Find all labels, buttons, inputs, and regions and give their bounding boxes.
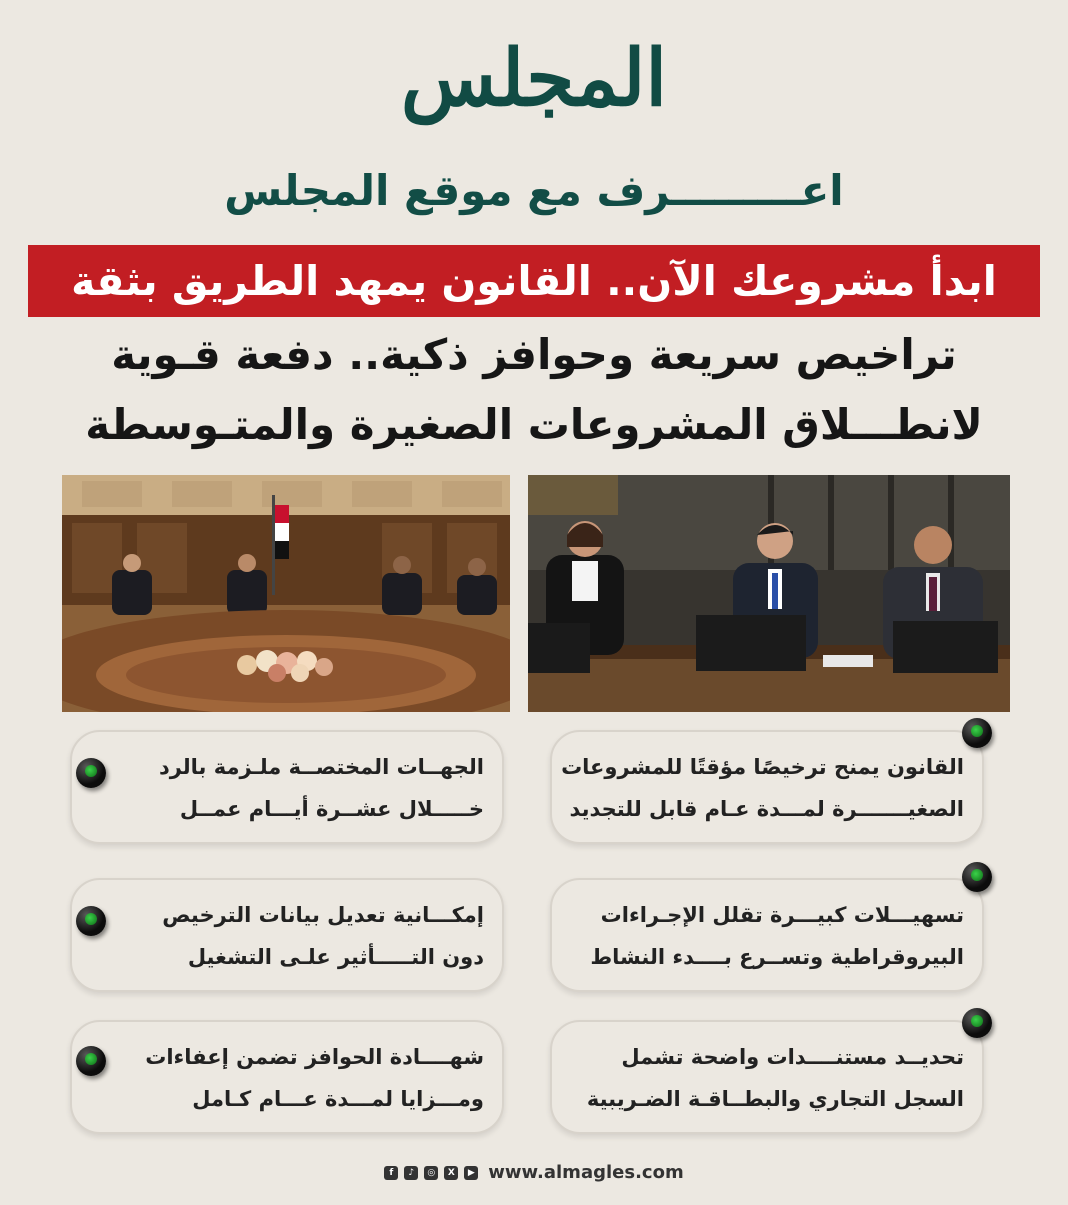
pushpin-icon xyxy=(962,862,992,892)
pushpin-icon xyxy=(962,1008,992,1038)
committee-meeting-photo xyxy=(62,475,510,712)
youtube-icon[interactable]: ▶ xyxy=(464,1166,478,1180)
info-card-license-amendment xyxy=(70,878,504,992)
card-line: تحديــد مستنــــدات واضحة تشمل xyxy=(621,1045,964,1069)
card-line: البيروقراطية وتســرع بــــدء النشاط xyxy=(590,945,964,969)
card-line: خـــــلال عشــرة أيـــام عمــل xyxy=(179,797,484,821)
card-line: إمكـــانية تعديل بيانات الترخيص xyxy=(162,903,484,927)
card-line: الصغيـــــــرة لمـــدة عـام قابل للتجديد xyxy=(569,797,964,821)
pushpin-icon xyxy=(76,758,106,788)
card-line: ومـــزايا لمـــدة عـــام كـامل xyxy=(192,1087,484,1111)
card-line: السجل التجاري والبطــاقـة الضـريبية xyxy=(586,1087,964,1111)
info-card-response-time xyxy=(70,730,504,844)
banner-text: ابدأ مشروعك الآن.. القانون يمهد الطريق بثقة xyxy=(71,257,997,305)
instagram-icon[interactable]: ◎ xyxy=(424,1166,438,1180)
pushpin-icon xyxy=(76,1046,106,1076)
card-line: القانون يمنح ترخيصًا مؤقتًا للمشروعات xyxy=(561,755,964,779)
pushpin-icon xyxy=(76,906,106,936)
officials-panel-photo xyxy=(528,475,1010,712)
logo xyxy=(0,33,1068,124)
tiktok-icon[interactable]: ♪ xyxy=(404,1166,418,1180)
website-link[interactable]: www.almagles.com xyxy=(488,1162,684,1183)
logo-wordmark: المجلس xyxy=(400,33,668,124)
info-card-documents xyxy=(550,1020,984,1134)
headline-banner xyxy=(28,245,1040,317)
info-card-temporary-license xyxy=(550,730,984,844)
headline-line-1: تراخيص سريعة وحوافز ذكية.. دفعة قـوية xyxy=(111,330,957,379)
site-tagline: اعـــــــــرف مع موقع المجلس xyxy=(224,166,844,215)
card-line: شهــــادة الحوافز تضمن إعفاءات xyxy=(145,1045,484,1069)
info-card-facilities xyxy=(550,878,984,992)
pushpin-icon xyxy=(962,718,992,748)
parliament-panel-illustration xyxy=(528,475,1010,712)
card-line: دون التـــــأثير علـى التشغيل xyxy=(187,945,484,969)
info-card-incentives xyxy=(70,1020,504,1134)
footer xyxy=(0,1162,1068,1183)
card-line: الجهــات المختصــة ملـزمة بالرد xyxy=(158,755,484,779)
headline-line-2: لانطـــلاق المشروعات الصغيرة والمتـوسطة xyxy=(85,400,983,449)
meeting-room-illustration xyxy=(62,475,510,712)
facebook-icon[interactable]: f xyxy=(384,1166,398,1180)
card-line: تسهيـــلات كبيـــرة تقلل الإجـراءات xyxy=(600,903,964,927)
x-icon[interactable]: X xyxy=(444,1166,458,1180)
